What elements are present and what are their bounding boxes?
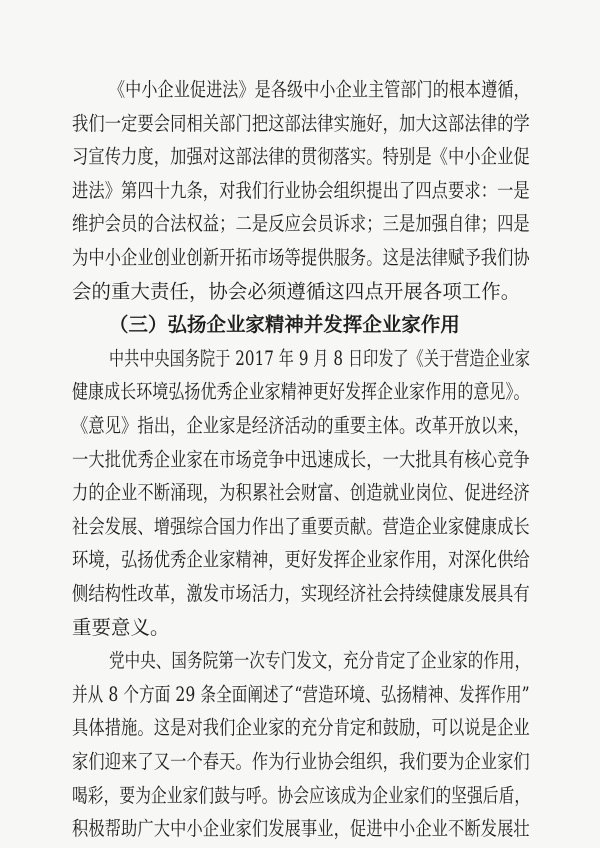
text-line: 具体措施。这是对我们企业家的充分肯定和鼓励，可以说是企业	[72, 716, 530, 739]
text-line: 家们迎来了又一个春天。作为行业协会组织，我们要为企业家们	[72, 750, 530, 773]
text-line: 一大批优秀企业家在市场竞争中迅速成长，一大批具有核心竞争	[72, 448, 530, 471]
text-line: 力的企业不断涌现，为积累社会财富、创造就业岗位、促进经济	[72, 481, 530, 504]
section-heading: （三）弘扬企业家精神并发挥企业家作用	[109, 313, 460, 336]
text-line: 党中央、国务院第一次专门发文，充分肯定了企业家的作用，	[109, 649, 531, 672]
text-line: 《中小企业促进法》是各级中小企业主管部门的根本遵循，	[109, 78, 530, 101]
text-line: 积极帮助广大中小企业家们发展事业，促进中小企业不断发展壮	[72, 817, 530, 840]
text-line: 侧结构性改革，激发市场活力，实现经济社会持续健康发展具有	[72, 582, 530, 605]
text-line: 并从 8 个方面 29 条全面阐述了“营造环境、弘扬精神、发挥作用”	[72, 683, 530, 706]
text-line: 为中小企业创业创新开拓市场等提供服务。这是法律赋予我们协	[72, 246, 530, 269]
text-line: 中共中央国务院于 2017 年 9 月 8 日印发了《关于营造企业家	[109, 347, 530, 370]
text-line: 重要意义。	[72, 616, 170, 639]
text-line: 社会发展、增强综合国力作出了重要贡献。营造企业家健康成长	[72, 515, 530, 538]
text-line: 我们一定要会同相关部门把这部法律实施好，加大这部法律的学	[72, 112, 530, 135]
text-line: 习宣传力度，加强对这部法律的贯彻落实。特别是《中小企业促	[72, 145, 530, 168]
text-line: 进法》第四十九条，对我们行业协会组织提出了四点要求：一是	[72, 179, 530, 202]
text-line: 《意见》指出，企业家是经济活动的重要主体。改革开放以来，	[72, 414, 530, 437]
text-line: 健康成长环境弘扬优秀企业家精神更好发挥企业家作用的意见》。	[72, 380, 530, 403]
text-line: 环境，弘扬优秀企业家精神，更好发挥企业家作用，对深化供给	[72, 548, 530, 571]
text-line: 喝彩，要为企业家们鼓与呼。协会应该成为企业家们的坚强后盾，	[72, 784, 531, 807]
text-line: 会的重大责任，协会必须遵循这四点开展各项工作。	[72, 280, 521, 303]
text-line: 维护会员的合法权益；二是反应会员诉求；三是加强自律；四是	[72, 212, 530, 235]
